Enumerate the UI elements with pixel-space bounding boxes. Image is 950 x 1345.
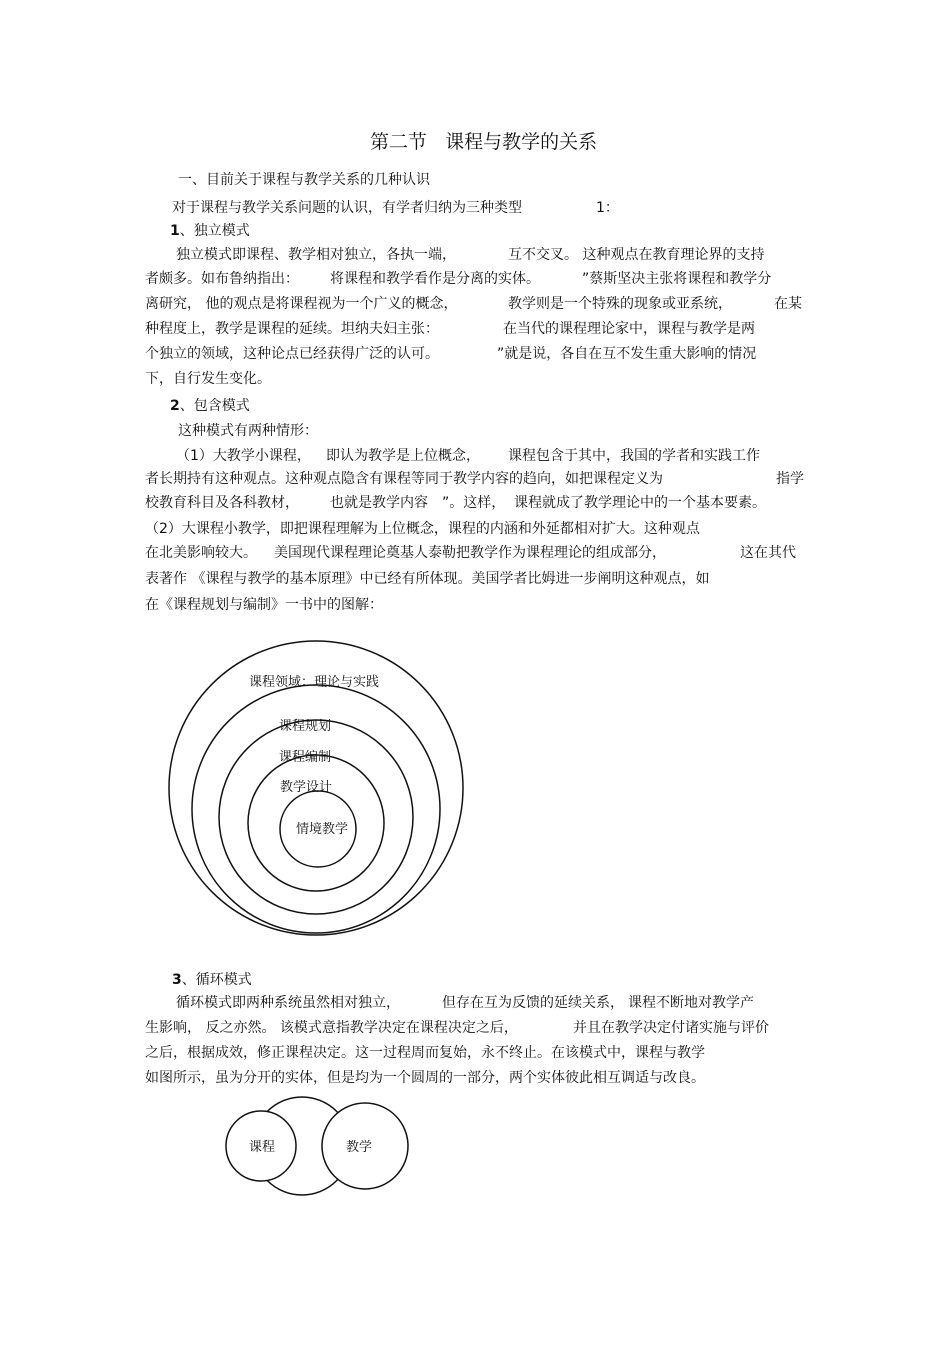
model1-heading-text: 、独立模式: [179, 223, 250, 239]
intro-text: 对于课程与教学关系问题的认识，有学者归纳为三种类型: [172, 200, 522, 216]
paragraph-line: 独立模式即课程、教学相对独立，各执一端，: [176, 247, 456, 263]
paragraph-line: 课程就成了教学理论中的一个基本要素。: [514, 495, 766, 511]
model3-heading: [172, 971, 252, 989]
paragraph-line: 这在其代: [740, 545, 796, 561]
figure2-label: 教学: [346, 1140, 373, 1155]
paragraph-line: ”就是说，各自在互不发生重大影响的情况: [497, 346, 757, 362]
paragraph-line: 在《课程规划与编制》一书中的图解：: [145, 597, 383, 613]
page-title: 第二节 课程与教学的关系: [370, 131, 598, 153]
paragraph-line: 也就是教学内容: [330, 495, 428, 511]
figure1-label: 课程规划: [279, 719, 332, 734]
nested-circles-figure: [165, 636, 475, 946]
paragraph-line: 下，自行发生变化。: [145, 371, 271, 387]
paragraph-line: ”。这样，: [442, 495, 506, 511]
paragraph-line: 者颇多。如布鲁纳指出：: [145, 271, 299, 287]
paragraph-line: 之后，根据成效，修正课程决定。这一过程周而复始，永不终止。在该模式中，课程与教学: [145, 1045, 705, 1061]
paragraph-line: 互不交叉。 这种观点在教育理论界的支持: [508, 247, 765, 263]
paragraph-line: 种程度上，教学是课程的延续。坦纳夫妇主张：: [145, 321, 439, 337]
figure1-label: 情境教学: [296, 822, 349, 837]
paragraph-line: 如图所示，虽为分开的实体，但是均为一个圆周的一部分，两个实体彼此相互调适与改良。: [145, 1070, 705, 1086]
model2-heading-number: 2: [170, 398, 180, 414]
model2-heading: [170, 397, 250, 415]
cycle-figure: [222, 1094, 414, 1200]
figure1-label: 课程编制: [279, 750, 332, 765]
paragraph-line: 课程包含于其中，我国的学者和实践工作: [508, 448, 760, 464]
paragraph-line: 在当代的课程理论家中，课程与教学是两: [503, 321, 755, 337]
paragraph-line: 即认为教学是上位概念，: [326, 448, 480, 464]
section-heading: 一、目前关于课程与教学关系的几种认识: [178, 172, 430, 188]
paragraph-line: 循环模式即两种系统虽然相对独立，: [176, 995, 400, 1011]
paragraph-line: （1）大教学小课程，: [176, 448, 311, 464]
model1-heading: [170, 222, 250, 240]
paragraph-line: 离研究， 他的观点是将课程视为一个广义的概念，: [145, 296, 458, 312]
paragraph-line: 指学: [776, 471, 804, 487]
paragraph-line: 校教育科目及各科教材，: [145, 495, 299, 511]
figure2-label: 课程: [249, 1140, 276, 1155]
paragraph-line: （2）大课程小教学，即把课程理解为上位概念，课程的内涵和外延都相对扩大。这种观点: [145, 521, 700, 537]
paragraph-line: 者长期持有这种观点。这种观点隐含有课程等同于教学内容的趋向，如把课程定义为: [145, 471, 663, 487]
paragraph-line: 但存在互为反馈的延续关系，: [442, 995, 624, 1011]
paragraph-line: 课程不断地对教学产: [628, 995, 754, 1011]
paragraph-line: 将课程和教学看作是分离的实体。: [330, 271, 540, 287]
paragraph-line: 个独立的领域，这种论点已经获得广泛的认可。: [145, 346, 439, 362]
figure1-label: 课程领域：理论与实践: [249, 675, 380, 690]
paragraph-line: 并且在教学决定付诸实施与评价: [573, 1020, 769, 1036]
paragraph-line: 这种模式有两种情形：: [178, 423, 318, 439]
model3-heading-text: 、循环模式: [181, 972, 252, 988]
figure1-label: 教学设计: [280, 780, 333, 795]
model2-heading-text: 、包含模式: [179, 398, 250, 414]
model3-heading-number: 3: [172, 972, 182, 988]
intro-number: 1：: [596, 200, 619, 216]
model1-heading-number: 1: [170, 223, 180, 239]
paragraph-line: ”蔡斯坚决主张将课程和教学分: [582, 271, 772, 287]
paragraph-line: 在北美影响较大。: [145, 545, 257, 561]
paragraph-line: 在某: [774, 296, 802, 312]
paragraph-line: 生影响， 反之亦然。 该模式意指教学决定在课程决定之后，: [145, 1020, 518, 1036]
paragraph-line: 教学则是一个特殊的现象或亚系统，: [508, 296, 732, 312]
paragraph-line: 美国现代课程理论奠基人泰勒把教学作为课程理论的组成部分，: [274, 545, 666, 561]
paragraph-line: 表著作 《课程与教学的基本原理》中已经有所体现。美国学者比姆进一步阐明这种观点，如: [145, 571, 710, 587]
